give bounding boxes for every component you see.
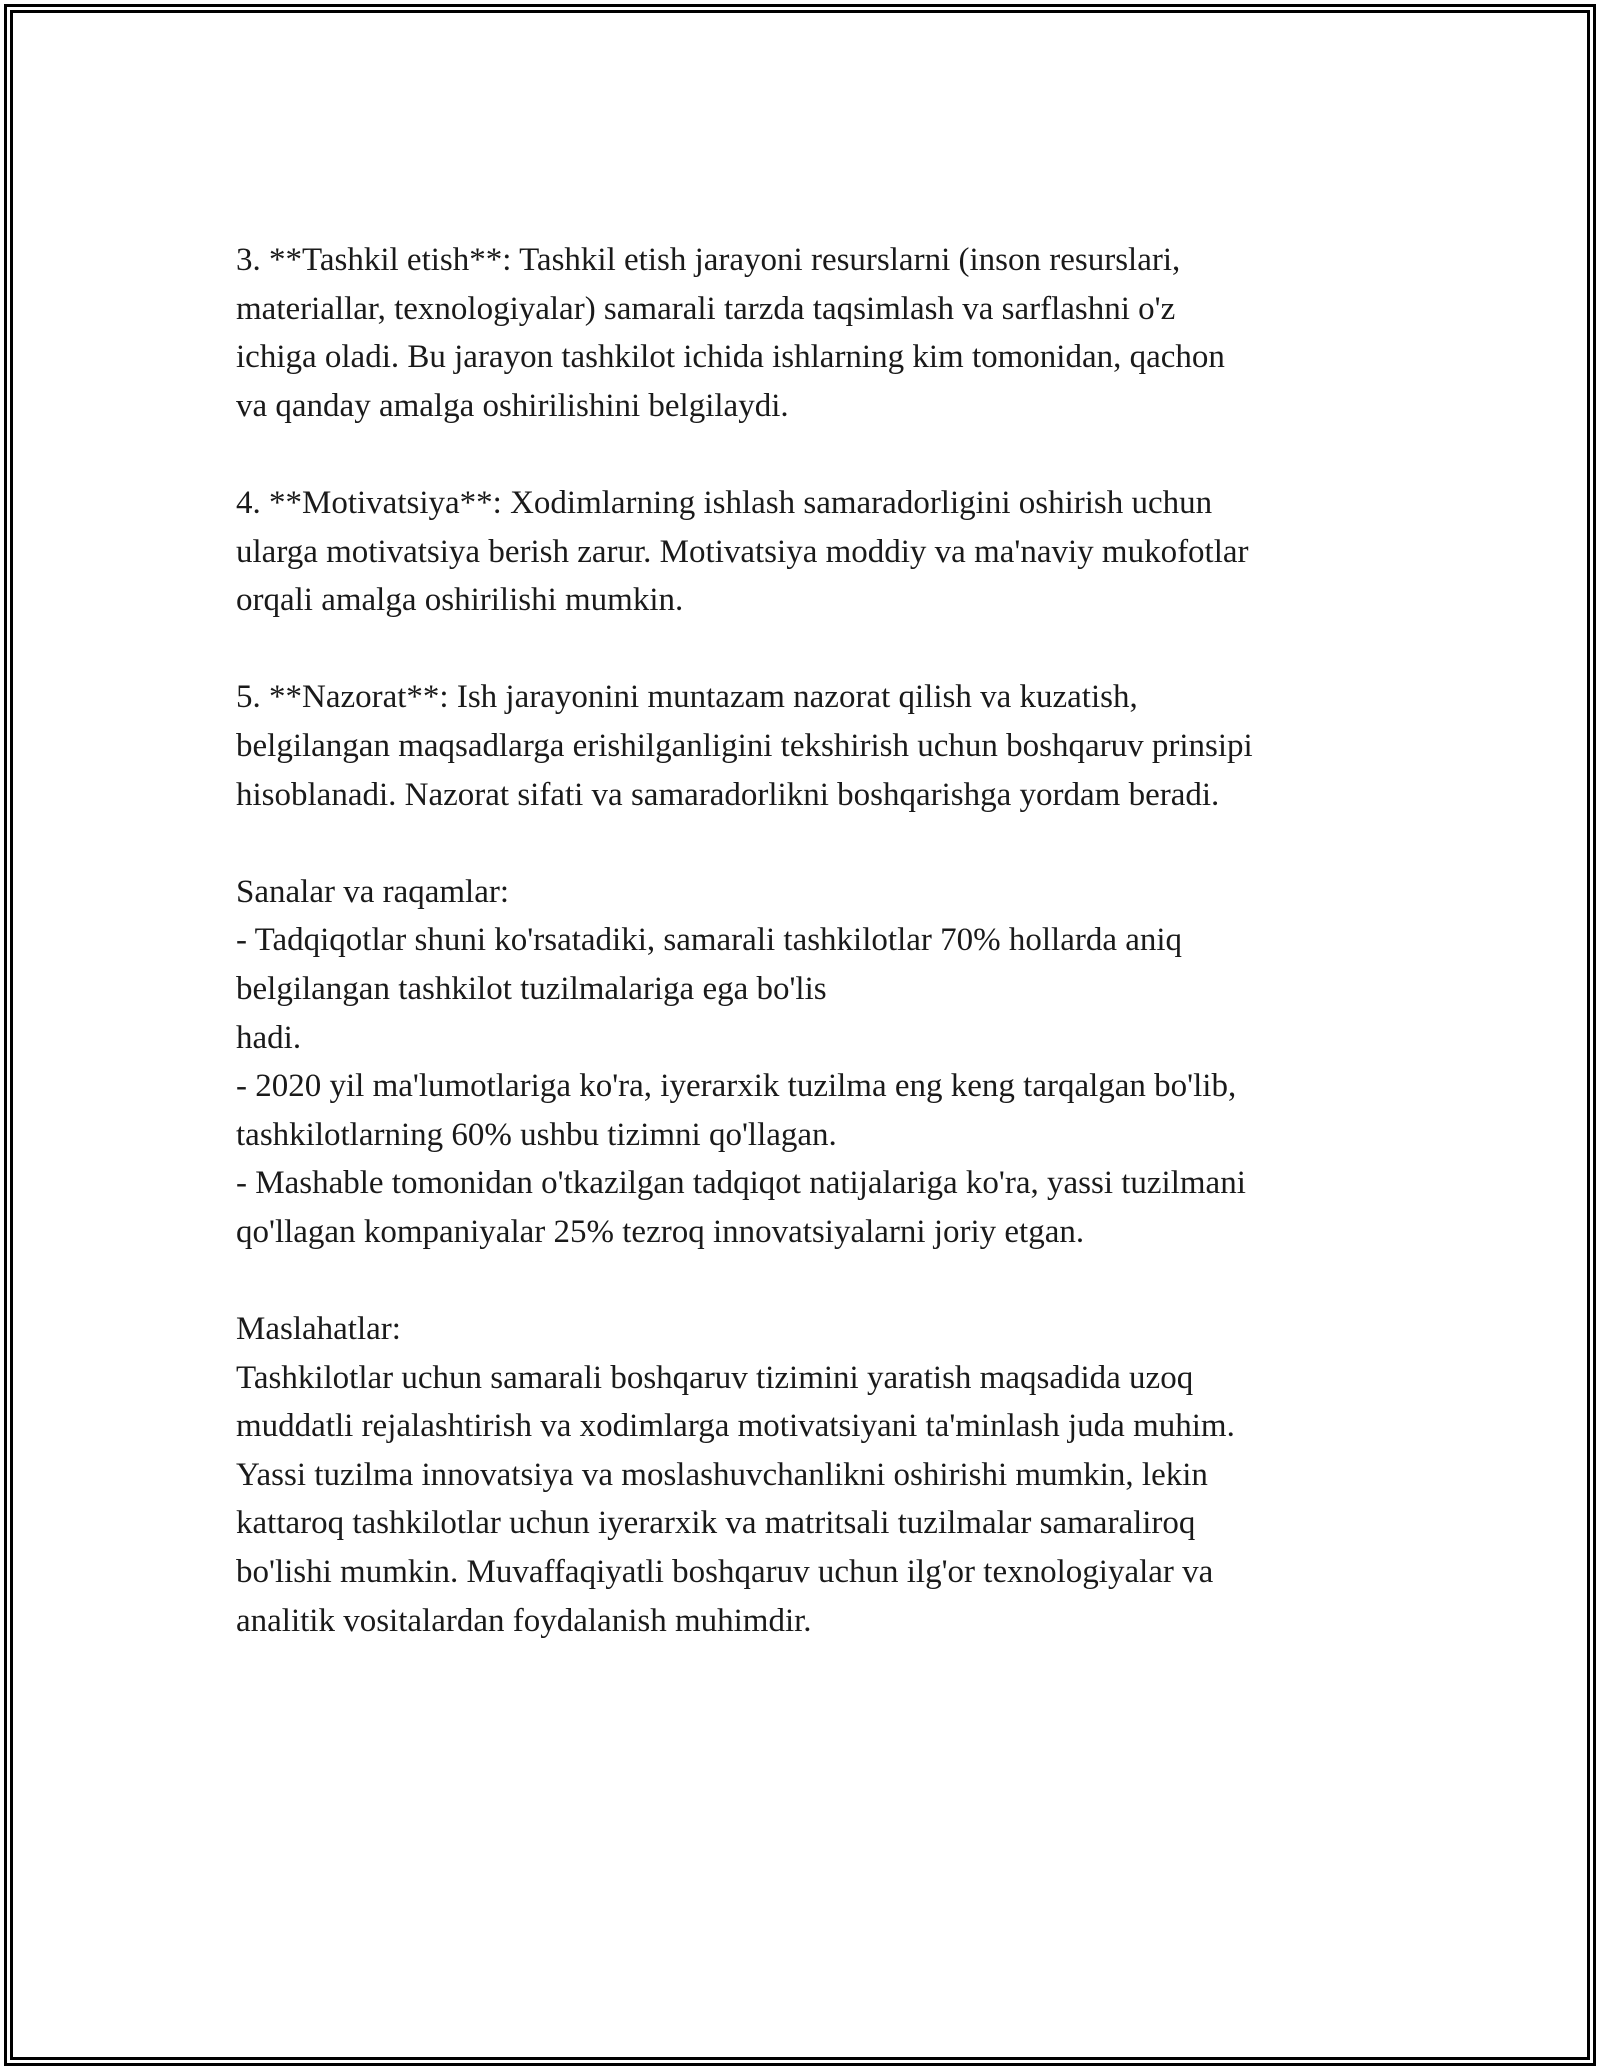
paragraph-spacer (236, 1256, 1396, 1305)
text-line: Tashkilotlar uchun samarali boshqaruv tizimini yaratish maqsadida uzoq (236, 1359, 1194, 1396)
text-line: 4. **Motivatsiya**: Xodimlarning ishlash samaradorligini oshirish uchun (236, 484, 1213, 521)
section-maslahatlar (236, 1305, 1396, 1645)
paragraph-spacer (236, 430, 1396, 479)
paragraph-spacer (236, 819, 1396, 868)
bullet-line: hadi. (236, 1019, 302, 1056)
document-body (236, 236, 1396, 1645)
text-line: ularga motivatsiya berish zarur. Motivatsiya moddiy va ma'naviy mukofotlar (236, 533, 1249, 570)
section-sanalar-va-raqamlar (236, 868, 1396, 1257)
paragraph-tashkil-etish (236, 236, 1396, 430)
paragraph-spacer (236, 625, 1396, 674)
bullet-line: - Mashable tomonidan o'tkazilgan tadqiqot natijalariga ko'ra, yassi tuzilmani (236, 1165, 1246, 1202)
text-line: materiallar, texnologiyalar) samarali tarzda taqsimlash va sarflashni o'z (236, 290, 1176, 327)
text-line: orqali amalga oshirilishi mumkin. (236, 582, 684, 619)
section-heading: Sanalar va raqamlar: (236, 873, 510, 910)
paragraph-nazorat (236, 673, 1396, 819)
bullet-line: - 2020 yil ma'lumotlariga ko'ra, iyerarxik tuzilma eng keng tarqalgan bo'lib, (236, 1068, 1237, 1105)
paragraph-motivatsiya (236, 479, 1396, 625)
text-line: muddatli rejalashtirish va xodimlarga motivatsiyani ta'minlash juda muhim. (236, 1408, 1235, 1445)
bullet-line: tashkilotlarning 60% ushbu tizimni qo'llagan. (236, 1116, 837, 1153)
bullet-line: qo'llagan kompaniyalar 25% tezroq innovatsiyalarni joriy etgan. (236, 1213, 1085, 1250)
text-line: 3. **Tashkil etish**: Tashkil etish jarayoni resurslarni (inson resurslari, (236, 242, 1181, 278)
text-line: bo'lishi mumkin. Muvaffaqiyatli boshqaruv uchun ilg'or texnologiyalar va (236, 1554, 1214, 1591)
section-heading: Maslahatlar: (236, 1311, 401, 1348)
text-line: belgilangan maqsadlarga erishilganligini tekshirish uchun boshqaruv prinsipi (236, 727, 1253, 764)
text-line: kattaroq tashkilotlar uchun iyerarxik va matritsali tuzilmalar samaraliroq (236, 1505, 1196, 1542)
text-line: analitik vositalardan foydalanish muhimdir. (236, 1602, 812, 1639)
text-line: Yassi tuzilma innovatsiya va moslashuvchanlikni oshirishi mumkin, lekin (236, 1456, 1208, 1493)
text-line: 5. **Nazorat**: Ish jarayonini muntazam nazorat qilish va kuzatish, (236, 679, 1138, 716)
text-line: hisoblanadi. Nazorat sifati va samaradorlikni boshqarishga yordam beradi. (236, 776, 1220, 813)
bullet-line: belgilangan tashkilot tuzilmalariga ega bo'lis (236, 970, 827, 1007)
text-line: va qanday amalga oshirilishini belgilaydi. (236, 387, 789, 424)
bullet-line: - Tadqiqotlar shuni ko'rsatadiki, samarali tashkilotlar 70% hollarda aniq (236, 922, 1183, 959)
text-line: ichiga oladi. Bu jarayon tashkilot ichida ishlarning kim tomonidan, qachon (236, 339, 1225, 376)
